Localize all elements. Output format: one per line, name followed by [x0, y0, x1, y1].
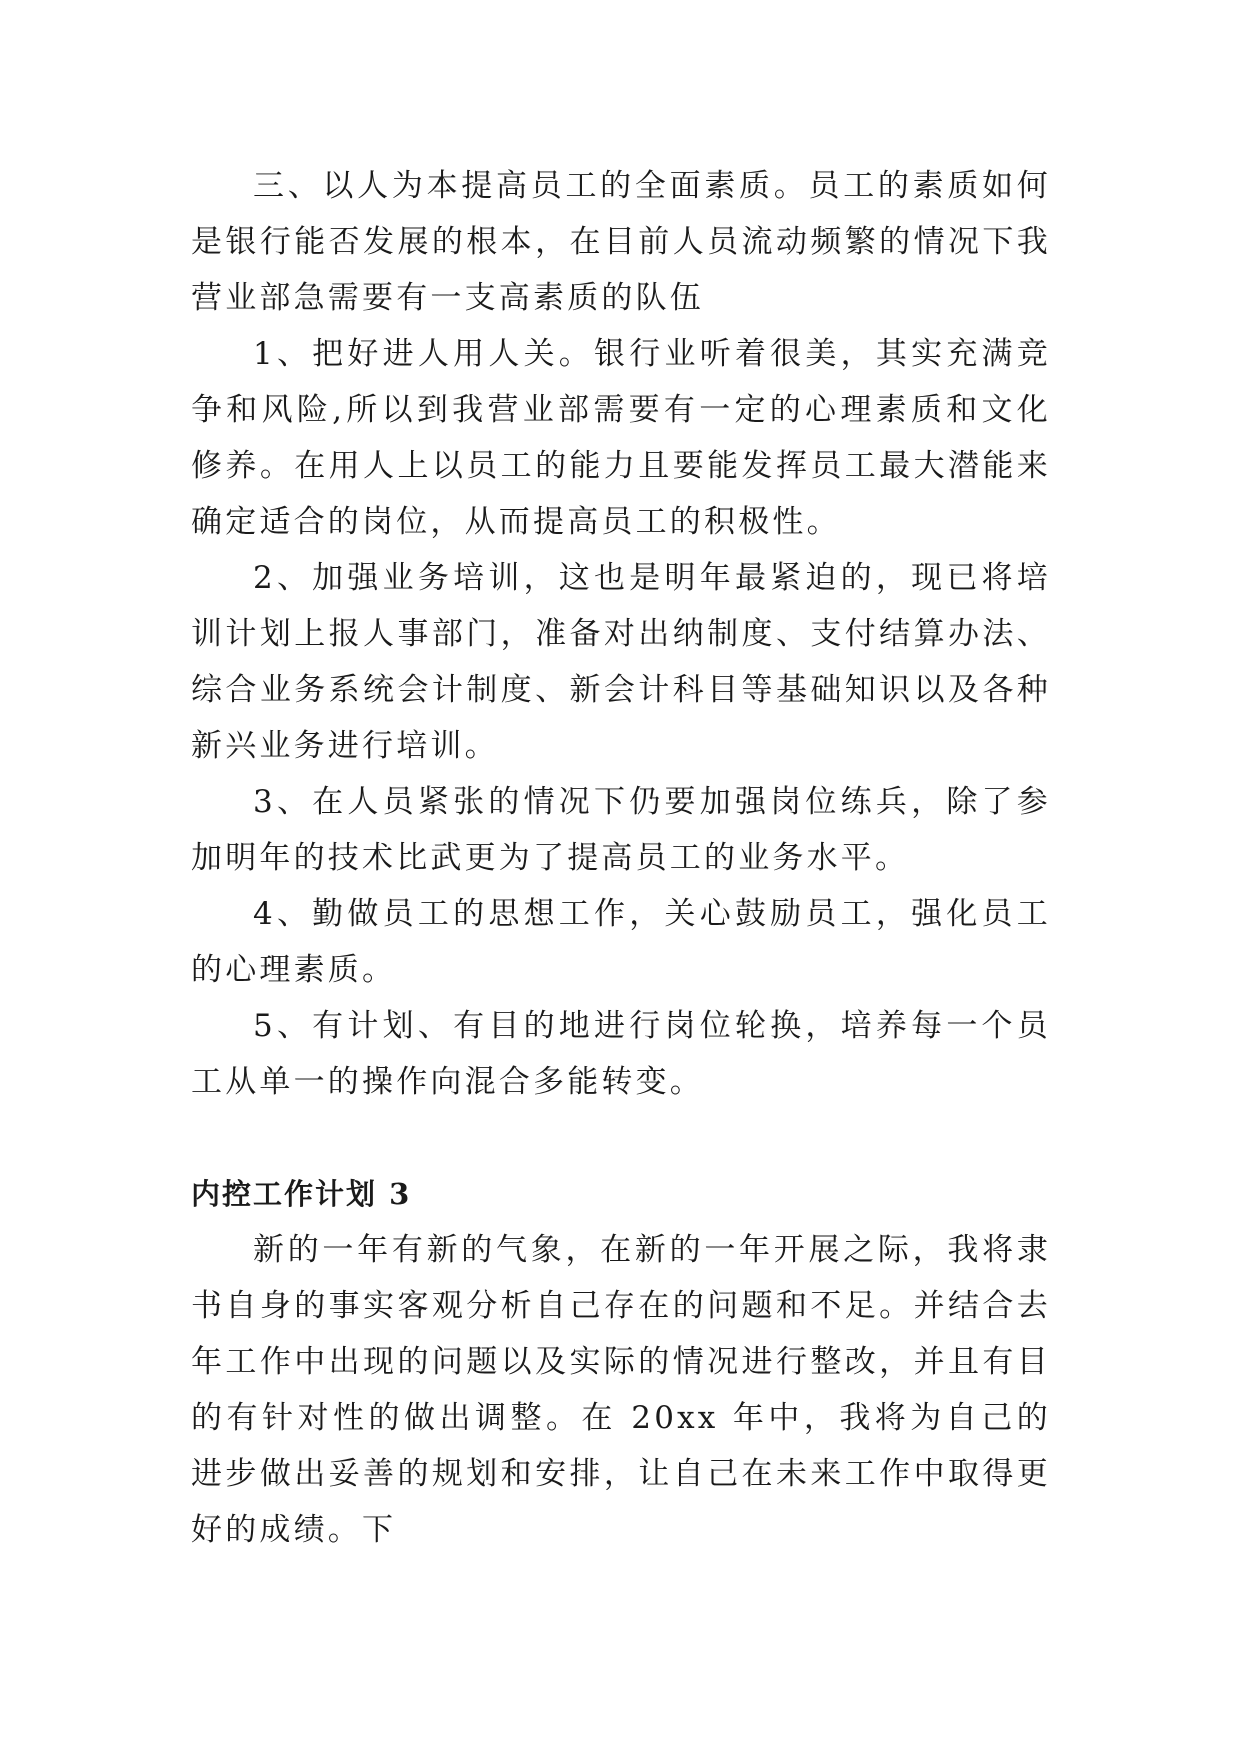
paragraph-staff-quality: 三、以人为本提高员工的全面素质。员工的素质如何是银行能否发展的根本，在目前人员流动频繁的情况下我营业部急需要有一支高素质的队伍 — [191, 168, 1051, 316]
paragraph-hiring: 1、把好进人用人关。银行业听着很美，其实充满竞争和风险,所以到我营业部需要有一定的心理素质和文化修养。在用人上以员工的能力且要能发挥员工最大潜能来确定适合的岗位，从而提高员工的积极性。 — [191, 336, 1051, 540]
paragraph-skills-drill: 3、在人员紧张的情况下仍要加强岗位练兵，除了参加明年的技术比武更为了提高员工的业务水平。 — [191, 784, 1051, 876]
document-page — [191, 158, 1051, 1558]
paragraph-new-year-plan: 新的一年有新的气象，在新的一年开展之际，我将隶书自身的事实客观分析自己存在的问题和不足。并结合去年工作中出现的问题以及实际的情况进行整改，并且有目的有针对性的做出调整。在 20xx 年中，我将为自己的进步做出妥善的规划和安排，让自己在未来工作中取得更好的成绩。下 — [191, 1232, 1051, 1548]
section-heading: 内控工作计划 3 — [191, 1177, 412, 1211]
paragraph-ideological-work: 4、勤做员工的思想工作，关心鼓励员工，强化员工的心理素质。 — [191, 896, 1051, 988]
paragraph-job-rotation: 5、有计划、有目的地进行岗位轮换，培养每一个员工从单一的操作向混合多能转变。 — [191, 1008, 1051, 1100]
paragraph-training: 2、加强业务培训，这也是明年最紧迫的，现已将培训计划上报人事部门，准备对出纳制度、支付结算办法、综合业务系统会计制度、新会计科目等基础知识以及各种新兴业务进行培训。 — [191, 560, 1051, 764]
